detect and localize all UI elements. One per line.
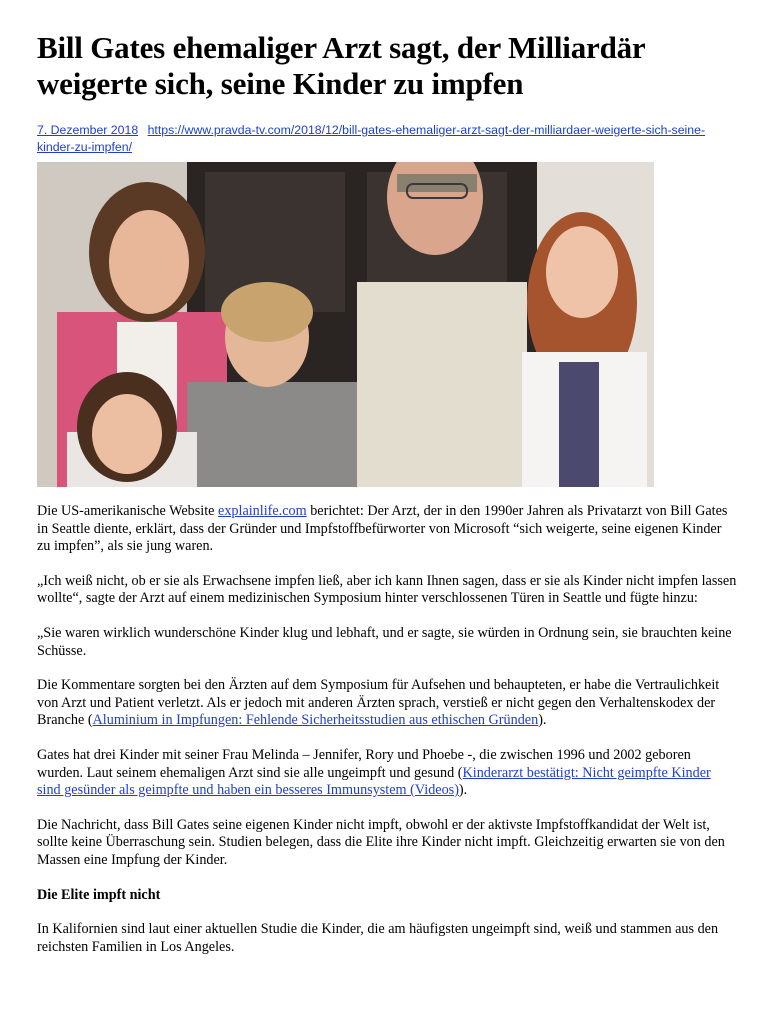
paragraph-1 (37, 503, 737, 556)
article-title: Bill Gates ehemaliger Arzt sagt, der Milliardär weigerte sich, seine Kinder zu impfen (37, 30, 645, 101)
paragraph-5 (37, 747, 737, 800)
paragraph-4 (37, 677, 737, 730)
article-meta (37, 122, 737, 156)
paragraph-1-text-a: Die US-amerikanische Website (37, 503, 219, 519)
paragraph-6: Die Nachricht, dass Bill Gates seine eigenen Kinder nicht impft, obwohl er der aktivste Impfstoffkandidat der Welt ist, sollte keine Überraschung sein. Studien belegen, dass die Elite ihre Kinder nicht impft. Gleichzeitig erwarten sie von den Massen eine Impfung der Kinder. (37, 816, 725, 868)
explainlife-link[interactable]: explainlife.com (218, 503, 307, 519)
paragraph-4-text-b: ). (538, 712, 547, 729)
paragraph-5-text-a: Gates hat drei Kinder mit seiner Frau Melinda – Jennifer, Rory und Phoebe -, die zwischen 1996 und 2002 geboren wurden. Laut seinem ehemaligen Arzt sind sie alle ungeimpft und gesund ( (37, 746, 691, 781)
paragraph-2: „Ich weiß nicht, ob er sie als Erwachsene impfen ließ, aber ich kann Ihnen sagen, dass er sie als Kinder nicht impfen lassen wollte“, sagte der Arzt auf einem medizinischen Symposium hinter verschlossenen Türen in Seattle und fügte hinzu: (37, 572, 737, 607)
article-body (37, 503, 737, 956)
source-url-link[interactable]: https://www.pravda-tv.com/2018/12/bill-gates-ehemaliger-arzt-sagt-der-milliardaer-weigerte-sich-seine-kinder-zu-impfen/ (37, 123, 706, 154)
paragraph-4-text-a: Die Kommentare sorgten bei den Ärzten auf dem Symposium für Aufsehen und behaupteten, er habe die Vertraulichkeit von Arzt und Patient verletzt. Als er jedoch mit anderen Ärzten sprach, verstieß er nicht gegen den Verhaltenskodex der Branche ( (37, 677, 720, 729)
paragraph-5-text-b: ). (458, 782, 468, 799)
date-link[interactable]: 7. Dezember 2018 (37, 123, 139, 137)
paragraph-7: In Kalifornien sind laut einer aktuellen Studie die Kinder, die am häufigsten ungeimpft sind, weiß und stammen aus den reichsten Familien in Los Angeles. (37, 921, 719, 955)
paragraph-3: „Sie waren wirklich wunderschöne Kinder klug und lebhaft, und er sagte, sie würden in Ordnung sein, sie brauchten keine Schüsse. (37, 624, 732, 659)
paragraph-1-text-b: berichtet: Der Arzt, der in den 1990er Jahren als Privatarzt von Bill Gates in Seattle diente, erklärt, dass der Gründer und Impfstoffbefürworter von Microsoft “sich weigerte, seine eigenen Kinder zu impfen”, als sie jung waren. (37, 503, 728, 555)
document-page (37, 30, 737, 973)
aluminium-article-link[interactable]: Aluminium in Impfungen: Fehlende Sicherheitsstudien aus ethischen Gründen (92, 712, 539, 729)
family-photo (37, 162, 654, 487)
section-subheading: Die Elite impft nicht (37, 886, 161, 903)
kinderarzt-article-link[interactable]: Kinderarzt bestätigt: Nicht geimpfte Kinder sind gesünder als geimpfte und haben ein besseres Immunsystem (Videos) (37, 764, 711, 799)
